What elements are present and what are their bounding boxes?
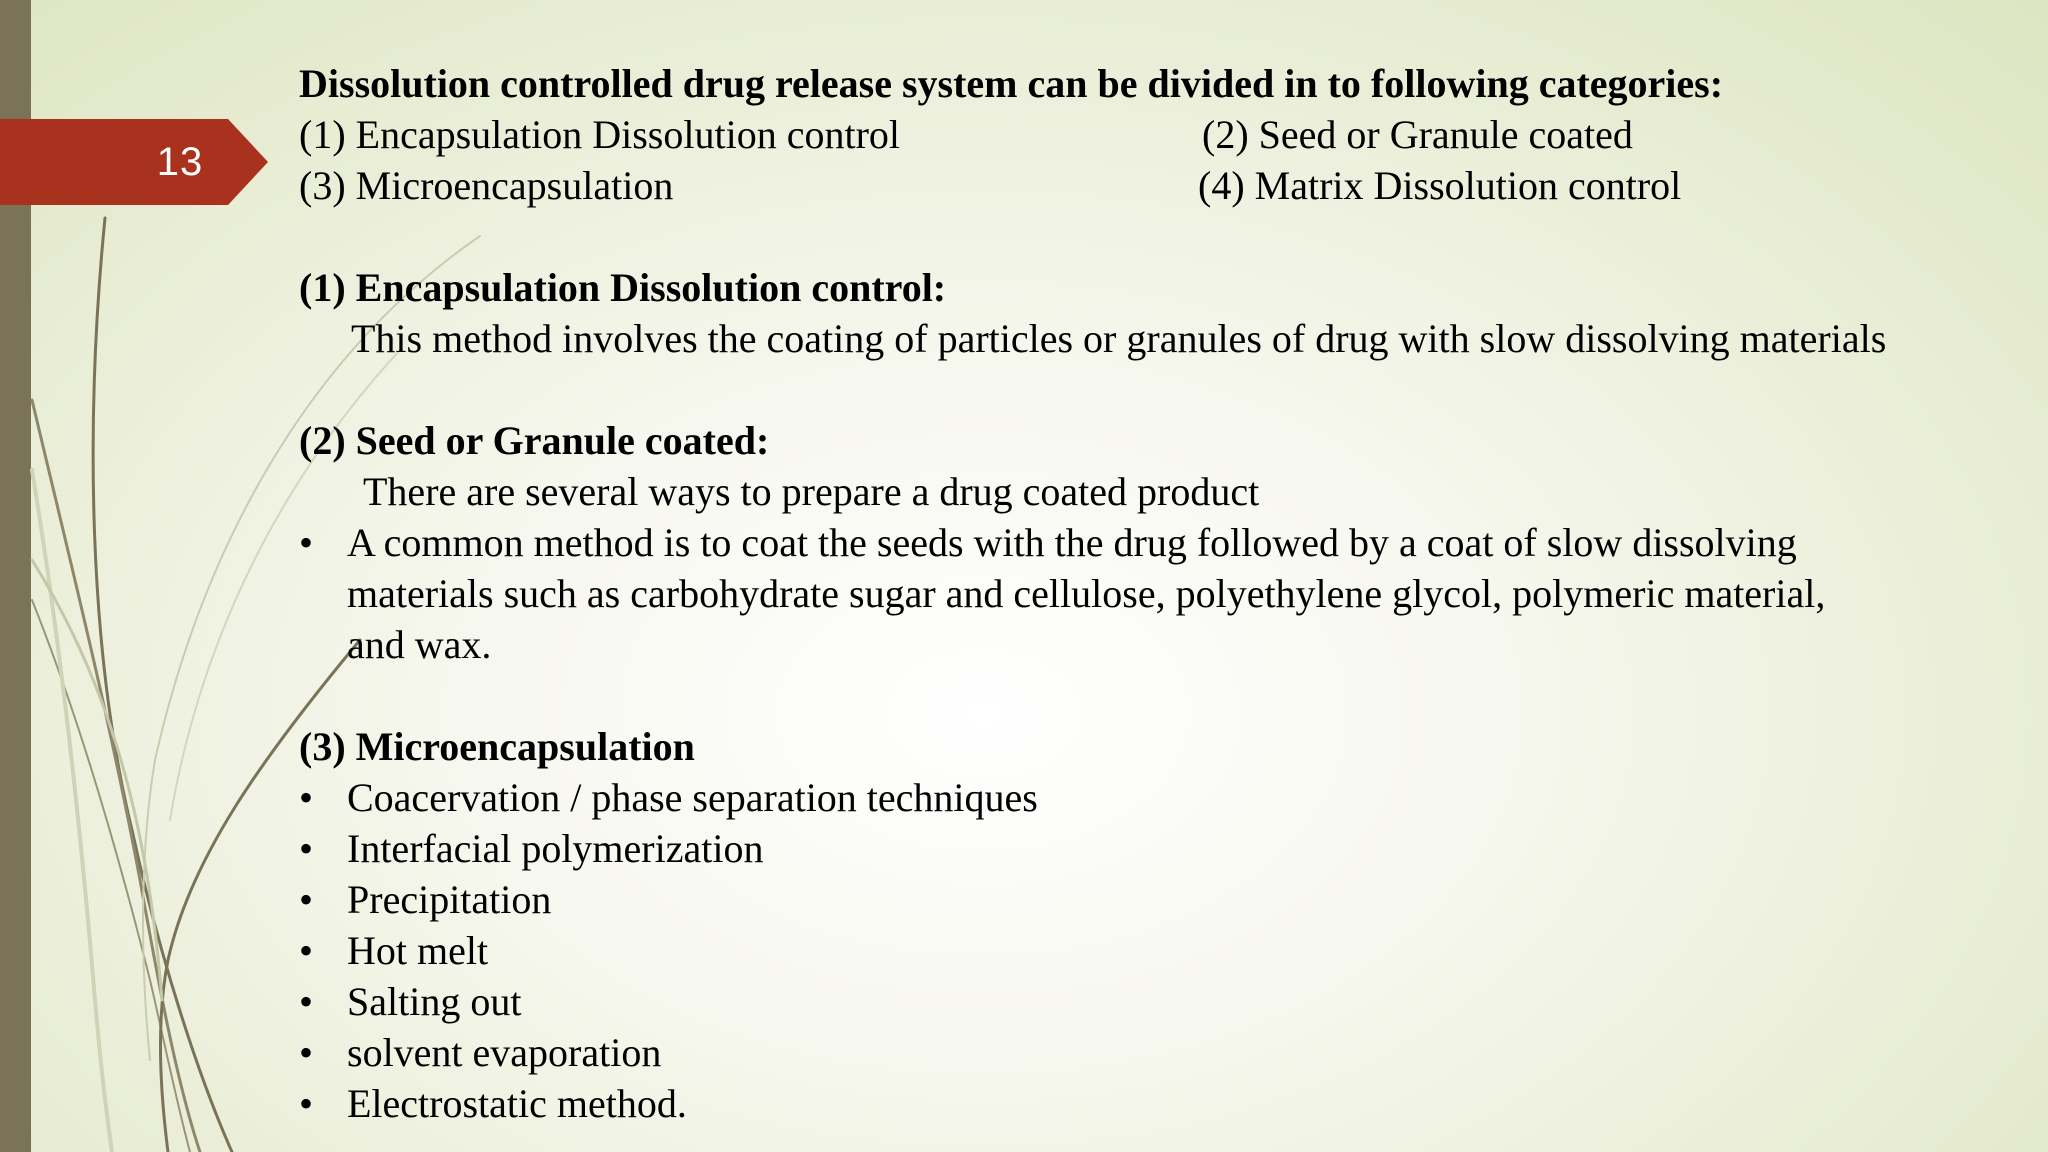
bullet-dot: • <box>299 979 314 1024</box>
category-item: (4) Matrix Dissolution control <box>1198 163 1682 208</box>
list-item-text: Interfacial polymerization <box>347 826 764 871</box>
list-item-text: Precipitation <box>347 877 552 922</box>
section3-title: (3) Microencapsulation <box>299 724 695 769</box>
list-item-text: Electrostatic method. <box>347 1081 687 1126</box>
category-item: (3) Microencapsulation <box>299 163 674 208</box>
spacer <box>299 364 2019 415</box>
bullet-dot: • <box>299 928 314 973</box>
slide-number-tag <box>0 119 268 205</box>
slide-content <box>299 58 2019 1129</box>
category-row-1 <box>299 109 2019 160</box>
bullet-dot: • <box>299 877 314 922</box>
list-item <box>299 823 2019 874</box>
category-item: (1) Encapsulation Dissolution control <box>299 112 901 157</box>
spacer <box>299 211 2019 262</box>
list-item <box>299 772 2019 823</box>
slide-number: 13 <box>156 140 204 184</box>
list-item-text: Hot melt <box>347 928 489 973</box>
bullet-text-line: and wax. <box>347 622 492 667</box>
list-item <box>299 1078 2019 1129</box>
intro-heading: Dissolution controlled drug release system can be divided in to following categories: <box>299 61 1724 106</box>
bullet-text-line: materials such as carbohydrate sugar and cellulose, polyethylene glycol, polymeric material, <box>347 571 1826 616</box>
list-item-text: Coacervation / phase separation techniques <box>347 775 1038 820</box>
bullet-dot: • <box>299 775 314 820</box>
section2-bullet <box>299 517 2019 568</box>
section2-bullet-continuation <box>299 568 2019 619</box>
bullet-dot: • <box>299 826 314 871</box>
section1-title: (1) Encapsulation Dissolution control: <box>299 265 947 310</box>
list-item <box>299 976 2019 1027</box>
list-item <box>299 1027 2019 1078</box>
section2-title: (2) Seed or Granule coated: <box>299 418 770 463</box>
bullet-text-line: A common method is to coat the seeds with the drug followed by a coat of slow dissolving <box>347 520 1797 565</box>
section2-body: There are several ways to prepare a drug coated product <box>363 469 1260 514</box>
bullet-dot: • <box>299 520 314 565</box>
list-item <box>299 925 2019 976</box>
list-item-text: solvent evaporation <box>347 1030 662 1075</box>
section1-body: This method involves the coating of particles or granules of drug with slow dissolving materials <box>351 316 1887 361</box>
section2-bullet-continuation <box>299 619 2019 670</box>
list-item <box>299 874 2019 925</box>
spacer <box>299 670 2019 721</box>
category-item: (2) Seed or Granule coated <box>1202 112 1633 157</box>
category-row-2 <box>299 160 2019 211</box>
bullet-dot: • <box>299 1081 314 1126</box>
bullet-dot: • <box>299 1030 314 1075</box>
list-item-text: Salting out <box>347 979 522 1024</box>
